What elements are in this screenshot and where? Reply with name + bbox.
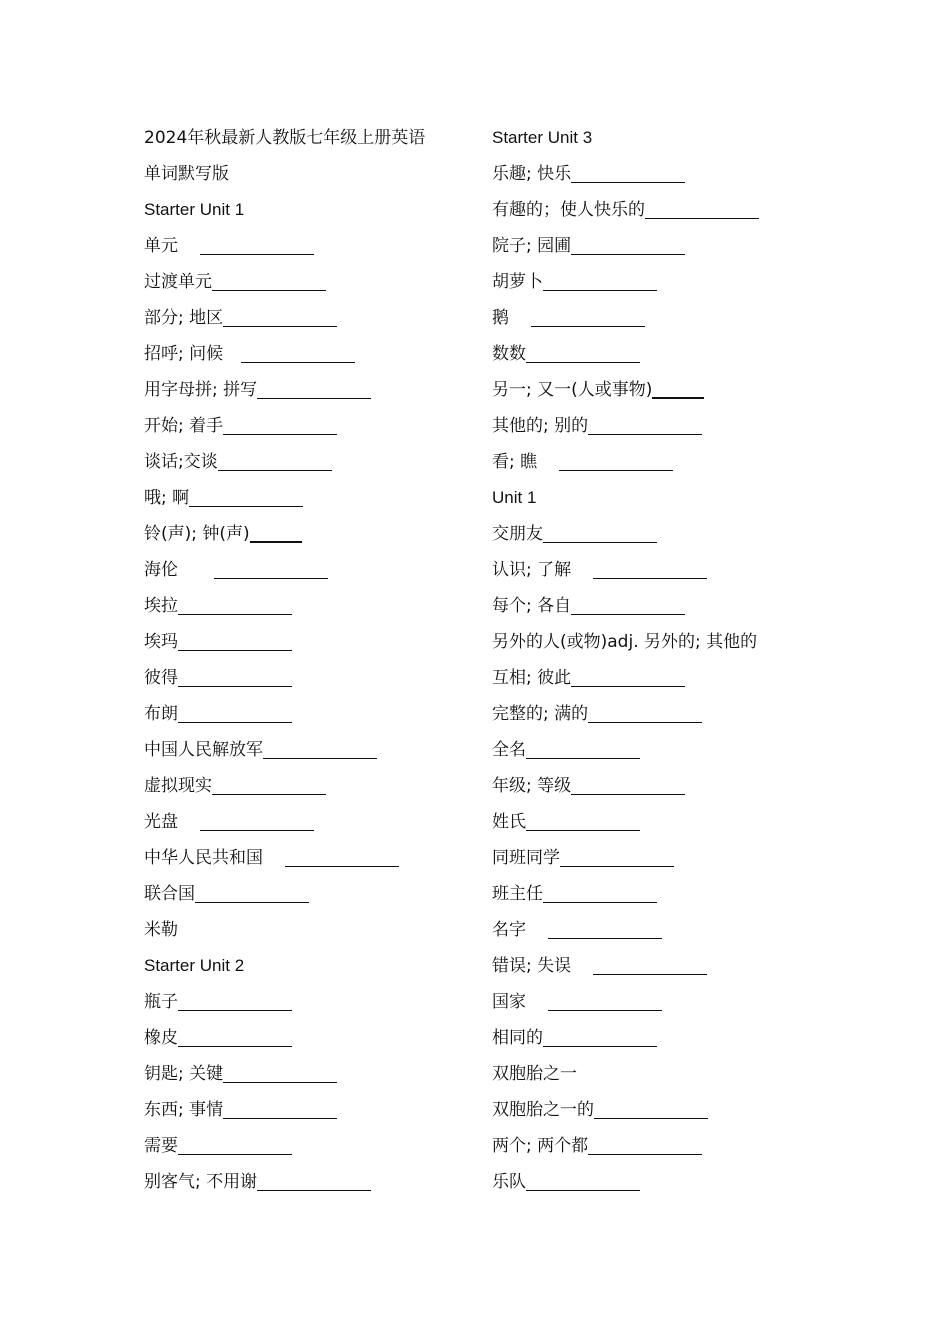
vocab-item: 每个; 各自	[492, 588, 832, 624]
vocab-item: 米勒	[144, 920, 178, 940]
answer-blank[interactable]	[212, 270, 326, 291]
answer-blank[interactable]	[223, 1062, 337, 1083]
answer-blank[interactable]	[588, 414, 702, 435]
vocab-item: 双胞胎之一	[492, 1064, 577, 1084]
vocab-item: 埃玛	[144, 624, 474, 660]
vocab-item: 互相; 彼此	[492, 660, 832, 696]
vocab-item: 国家	[492, 984, 832, 1020]
answer-blank[interactable]	[218, 450, 332, 471]
answer-blank[interactable]	[285, 846, 399, 867]
vocab-item: 瓶子	[144, 984, 474, 1020]
section-heading: Starter Unit 2	[144, 956, 245, 975]
vocab-item: 年级; 等级	[492, 768, 832, 804]
vocab-item: 中国人民解放军	[144, 732, 474, 768]
vocab-item: 认识; 了解	[492, 552, 832, 588]
document-subtitle: 单词默写版	[144, 164, 229, 184]
vocab-item: 联合国	[144, 876, 474, 912]
answer-blank[interactable]	[571, 594, 685, 615]
answer-blank[interactable]	[571, 666, 685, 687]
vocab-item: 虚拟现实	[144, 768, 474, 804]
answer-blank[interactable]	[214, 558, 328, 579]
vocab-item: 完整的; 满的	[492, 696, 832, 732]
answer-blank[interactable]	[178, 594, 292, 615]
vocab-item: 钥匙; 关键	[144, 1056, 474, 1092]
answer-blank[interactable]	[178, 1134, 292, 1155]
vocab-item: 东西; 事情	[144, 1092, 474, 1128]
vocab-item: 用字母拼; 拼写	[144, 372, 474, 408]
answer-blank[interactable]	[543, 882, 657, 903]
vocab-item: 双胞胎之一的	[492, 1092, 832, 1128]
vocab-item: 另外的人(或物)adj. 另外的; 其他的	[492, 632, 758, 652]
vocab-item: 鹅	[492, 300, 832, 336]
vocab-item: 数数	[492, 336, 832, 372]
vocab-item: 名字	[492, 912, 832, 948]
answer-blank[interactable]	[526, 738, 640, 759]
answer-blank[interactable]	[588, 702, 702, 723]
vocab-item: 部分; 地区	[144, 300, 474, 336]
vocab-item: 同班同学	[492, 840, 832, 876]
answer-blank[interactable]	[250, 521, 302, 543]
answer-blank[interactable]	[257, 378, 371, 399]
section-heading: Starter Unit 3	[492, 128, 593, 147]
answer-blank[interactable]	[559, 450, 673, 471]
answer-blank[interactable]	[594, 1098, 708, 1119]
vocab-item: 乐趣; 快乐	[492, 156, 832, 192]
vocab-item: 铃(声); 钟(声)	[144, 516, 474, 552]
vocab-item: 布朗	[144, 696, 474, 732]
answer-blank[interactable]	[571, 162, 685, 183]
answer-blank[interactable]	[223, 306, 337, 327]
answer-blank[interactable]	[543, 1026, 657, 1047]
vocab-item: 开始; 着手	[144, 408, 474, 444]
vocab-item: 交朋友	[492, 516, 832, 552]
vocab-item: 有趣的；使人快乐的	[492, 192, 832, 228]
answer-blank[interactable]	[526, 1170, 640, 1191]
vocab-item: 谈话;交谈	[144, 444, 474, 480]
answer-blank[interactable]	[195, 882, 309, 903]
answer-blank[interactable]	[588, 1134, 702, 1155]
answer-blank[interactable]	[257, 1170, 371, 1191]
vocab-item: 需要	[144, 1128, 474, 1164]
vocab-item: 埃拉	[144, 588, 474, 624]
answer-blank[interactable]	[223, 414, 337, 435]
vocab-item: 乐队	[492, 1164, 832, 1200]
answer-blank[interactable]	[548, 990, 662, 1011]
vocab-item: 光盘	[144, 804, 474, 840]
answer-blank[interactable]	[652, 377, 704, 399]
vocab-item: 其他的; 别的	[492, 408, 832, 444]
answer-blank[interactable]	[189, 486, 303, 507]
answer-blank[interactable]	[543, 522, 657, 543]
vocab-item: 海伦	[144, 552, 474, 588]
left-column	[144, 120, 474, 1200]
vocab-item: 全名	[492, 732, 832, 768]
document-title: 2024年秋最新人教版七年级上册英语	[144, 128, 426, 148]
answer-blank[interactable]	[645, 198, 759, 219]
answer-blank[interactable]	[526, 810, 640, 831]
answer-blank[interactable]	[526, 342, 640, 363]
vocab-item: 橡皮	[144, 1020, 474, 1056]
vocab-item: 别客气; 不用谢	[144, 1164, 474, 1200]
vocab-item: 另一; 又一(人或事物)	[492, 372, 832, 408]
answer-blank[interactable]	[178, 630, 292, 651]
vocab-item: 过渡单元	[144, 264, 474, 300]
answer-blank[interactable]	[593, 558, 707, 579]
section-heading: Unit 1	[492, 488, 537, 507]
vocab-item: 两个; 两个都	[492, 1128, 832, 1164]
answer-blank[interactable]	[223, 1098, 337, 1119]
vocab-item: 哦; 啊	[144, 480, 474, 516]
vocab-item: 错误; 失误	[492, 948, 832, 984]
answer-blank[interactable]	[543, 270, 657, 291]
vocab-item: 中华人民共和国	[144, 840, 474, 876]
right-column	[492, 120, 832, 1200]
answer-blank[interactable]	[571, 234, 685, 255]
vocab-item: 彼得	[144, 660, 474, 696]
answer-blank[interactable]	[548, 918, 662, 939]
vocab-item: 班主任	[492, 876, 832, 912]
section-heading: Starter Unit 1	[144, 200, 245, 219]
answer-blank[interactable]	[200, 234, 314, 255]
answer-blank[interactable]	[200, 810, 314, 831]
vocab-item: 胡萝卜	[492, 264, 832, 300]
answer-blank[interactable]	[178, 1026, 292, 1047]
vocab-item: 相同的	[492, 1020, 832, 1056]
answer-blank[interactable]	[531, 306, 645, 327]
answer-blank[interactable]	[263, 738, 377, 759]
answer-blank[interactable]	[178, 702, 292, 723]
answer-blank[interactable]	[212, 774, 326, 795]
vocab-item: 招呼; 问候	[144, 336, 474, 372]
answer-blank[interactable]	[571, 774, 685, 795]
vocab-item: 院子; 园圃	[492, 228, 832, 264]
answer-blank[interactable]	[593, 954, 707, 975]
vocab-item: 看; 瞧	[492, 444, 832, 480]
answer-blank[interactable]	[178, 990, 292, 1011]
vocab-item: 姓氏	[492, 804, 832, 840]
answer-blank[interactable]	[241, 342, 355, 363]
answer-blank[interactable]	[560, 846, 674, 867]
vocab-item: 单元	[144, 228, 474, 264]
answer-blank[interactable]	[178, 666, 292, 687]
